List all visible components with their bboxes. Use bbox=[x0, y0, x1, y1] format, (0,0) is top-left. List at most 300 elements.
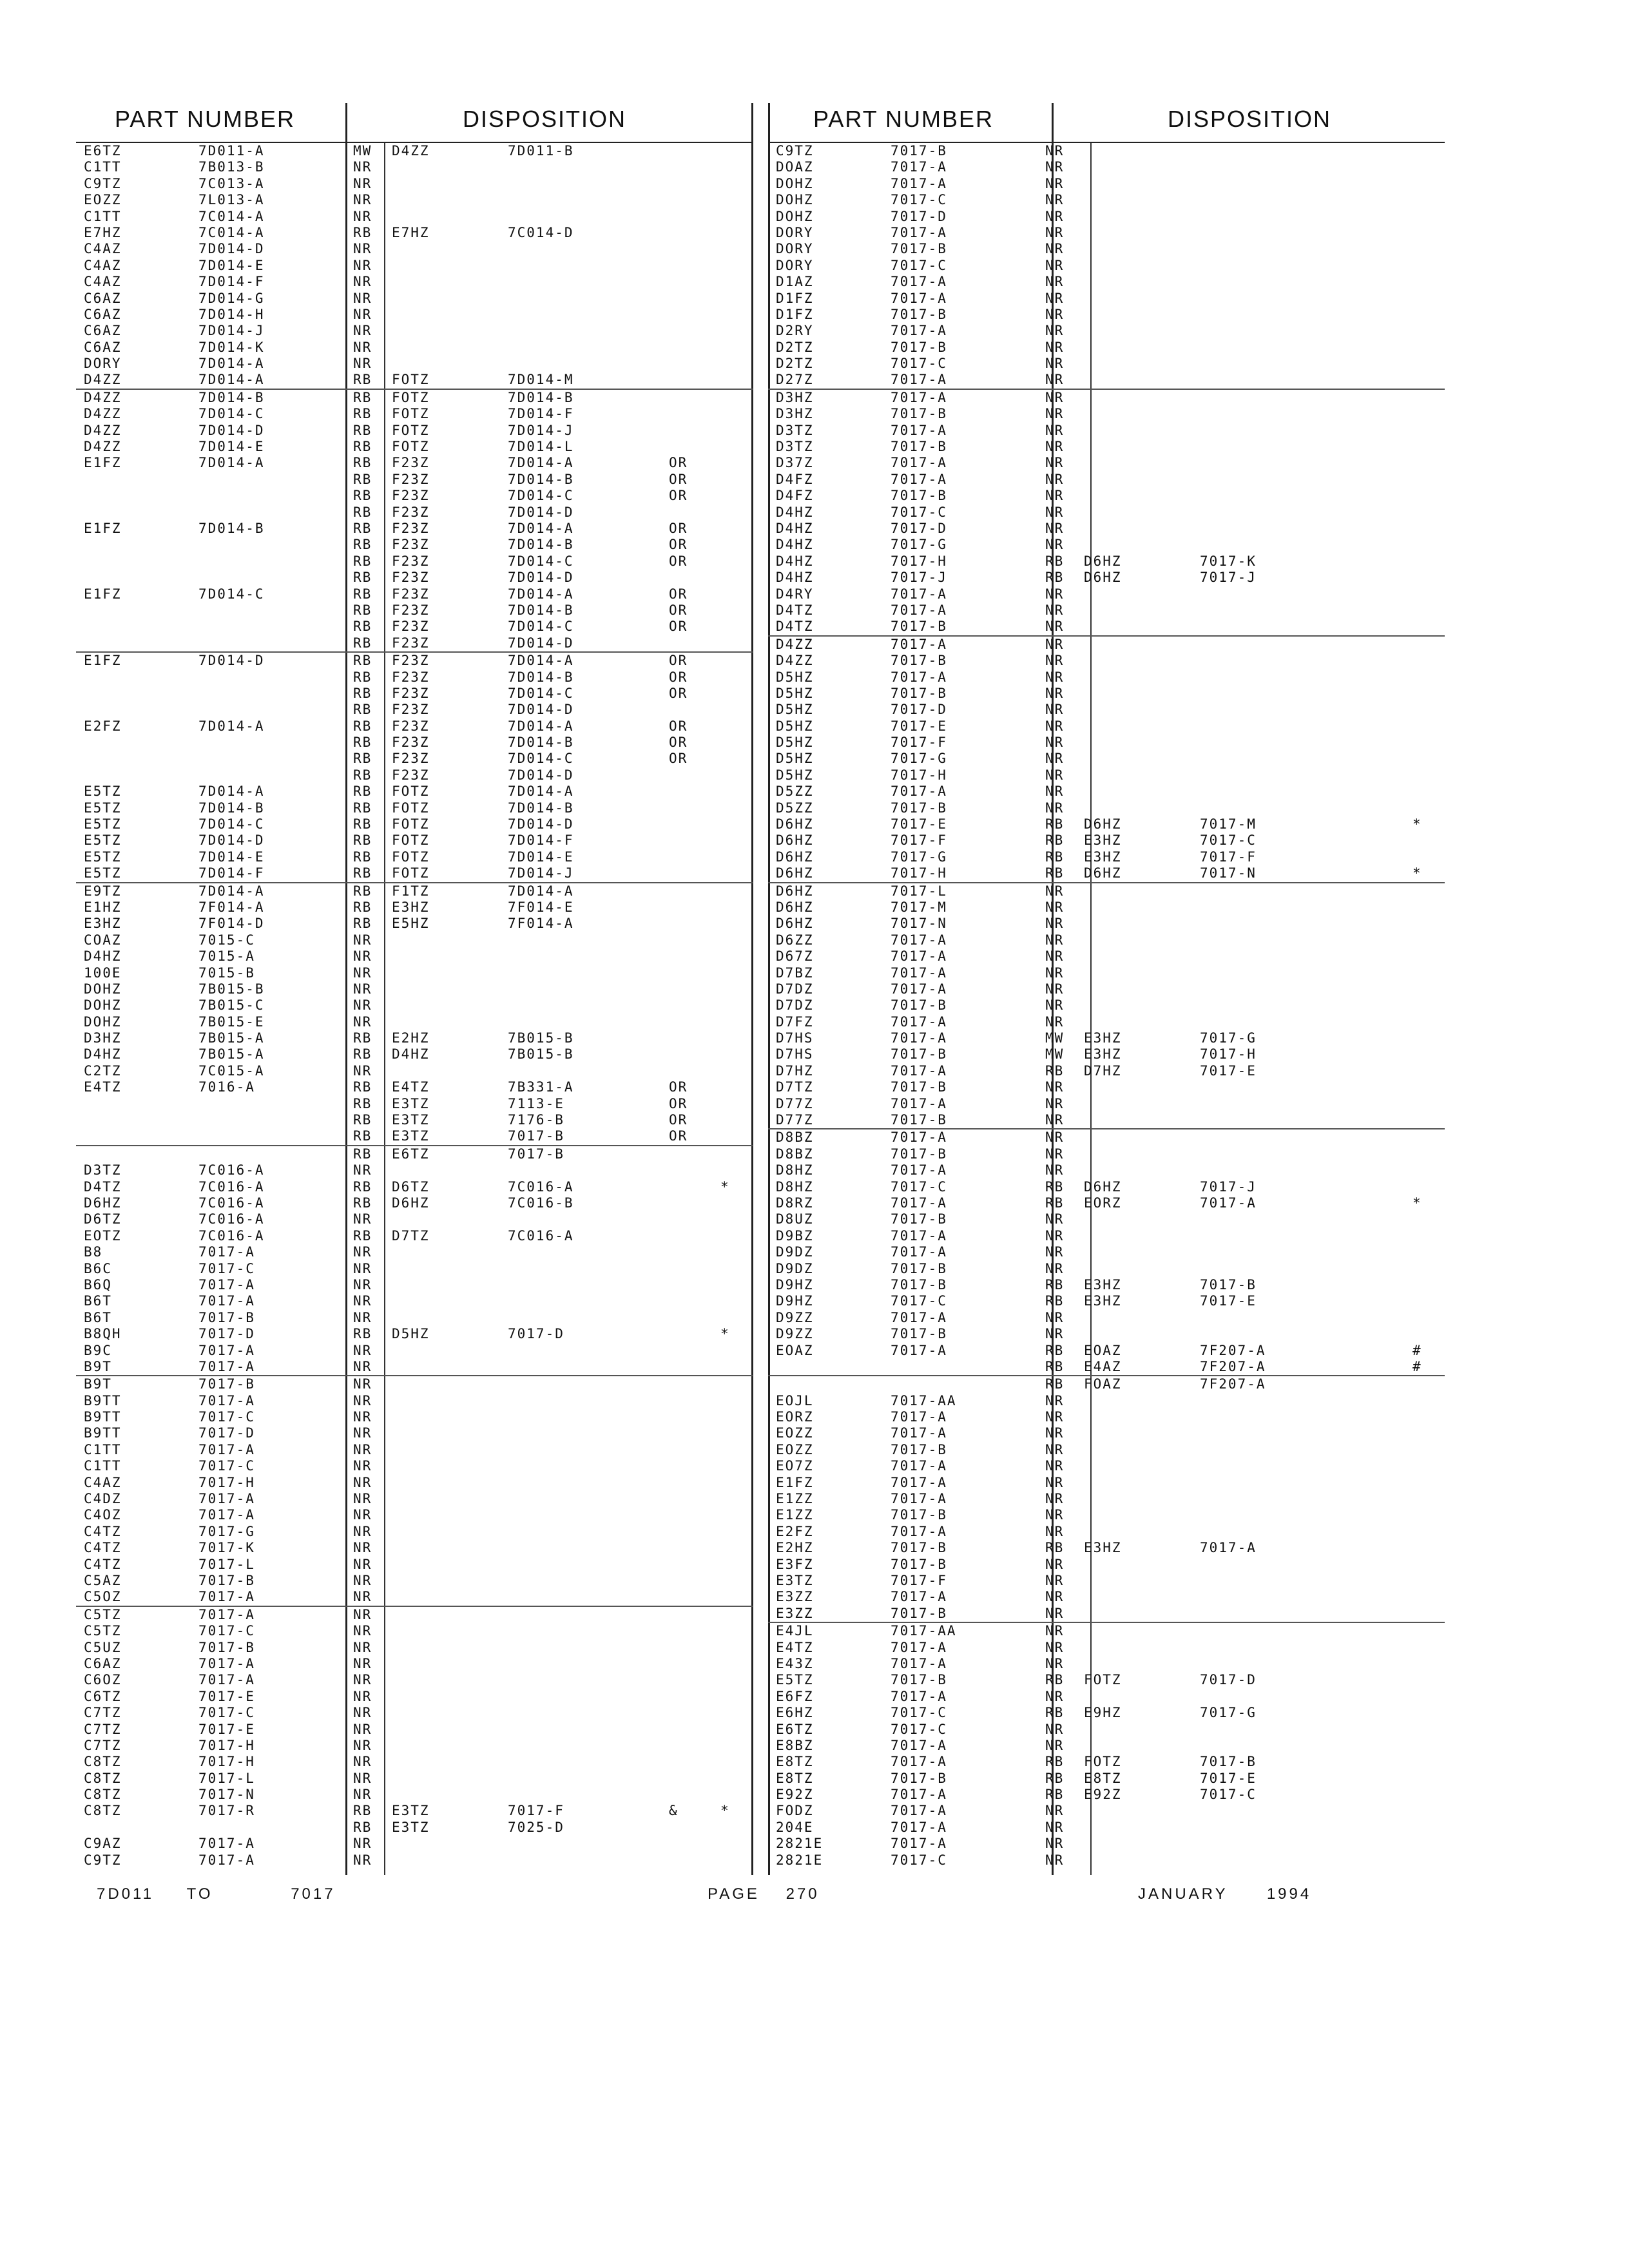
cell-new-prefix: FOTZ bbox=[392, 372, 430, 388]
cell-code: RB bbox=[353, 570, 372, 586]
cell-prefix: E4TZ bbox=[84, 1079, 122, 1095]
cell-prefix: DORY bbox=[776, 257, 814, 273]
cell-base: 7017-C bbox=[891, 1293, 947, 1309]
cell-new-base: 7D014-B bbox=[508, 537, 574, 553]
cell-base: 7017-A bbox=[891, 1162, 947, 1178]
cell-code: RB bbox=[1045, 849, 1065, 865]
cell-base: 7017-A bbox=[891, 1425, 947, 1441]
table-row bbox=[76, 1079, 753, 1095]
cell-new-base: 7D014-B bbox=[508, 735, 574, 751]
cell-new-prefix: E92Z bbox=[1084, 1787, 1122, 1803]
cell-code: NR bbox=[1045, 619, 1065, 635]
cell-base: 7017-L bbox=[198, 1770, 255, 1786]
cell-new-prefix: D4ZZ bbox=[392, 143, 430, 159]
cell-new-base: 7F207-A bbox=[1200, 1376, 1266, 1392]
cell-new-base: 7B015-B bbox=[508, 1046, 574, 1062]
cell-new-base: 7017-J bbox=[1200, 570, 1257, 586]
cell-base: 7C014-A bbox=[198, 224, 265, 240]
table-row bbox=[76, 1128, 753, 1146]
cell-base: 7C016-A bbox=[198, 1227, 265, 1244]
cell-new-prefix: FOTZ bbox=[392, 849, 430, 865]
cell-code: NR bbox=[1045, 800, 1065, 816]
cell-prefix: D6HZ bbox=[776, 816, 814, 832]
cell-base: 7L013-A bbox=[198, 192, 265, 208]
cell-new-base: 7D014-C bbox=[508, 488, 574, 504]
cell-base: 7017-A bbox=[891, 669, 947, 685]
table-row bbox=[768, 372, 1445, 389]
table-row bbox=[76, 1112, 753, 1128]
table-row bbox=[768, 1491, 1445, 1507]
table-row bbox=[768, 1689, 1445, 1705]
table-row bbox=[76, 472, 753, 488]
cell-prefix: E6FZ bbox=[776, 1688, 814, 1704]
cell-prefix: C1TT bbox=[84, 159, 122, 175]
table-row bbox=[768, 948, 1445, 965]
table-row bbox=[768, 423, 1445, 439]
cell-code: NR bbox=[1045, 636, 1065, 652]
cell-base: 7017-N bbox=[198, 1787, 255, 1803]
cell-code: NR bbox=[353, 1260, 372, 1276]
table-row bbox=[768, 488, 1445, 504]
cell-prefix: FODZ bbox=[776, 1803, 814, 1819]
footer-range-to: 7017 bbox=[291, 1885, 336, 1903]
cell-base: 7017-B bbox=[891, 1507, 947, 1523]
cell-code: RB bbox=[353, 800, 372, 816]
cell-prefix: E1FZ bbox=[84, 653, 122, 669]
table-row bbox=[76, 1261, 753, 1277]
cell-code: NR bbox=[353, 1507, 372, 1523]
cell-code: NR bbox=[1045, 1491, 1065, 1507]
cell-code: RB bbox=[1045, 816, 1065, 832]
cell-base: 7C015-A bbox=[198, 1062, 265, 1079]
cell-code: NR bbox=[353, 274, 372, 290]
cell-or-flag: & bbox=[669, 1803, 679, 1819]
cell-code: NR bbox=[353, 1342, 372, 1358]
cell-code: NR bbox=[1045, 471, 1065, 487]
cell-prefix: D5HZ bbox=[776, 767, 814, 783]
cell-prefix: D6HZ bbox=[776, 832, 814, 849]
table-row bbox=[76, 1738, 753, 1754]
cell-code: NR bbox=[353, 1787, 372, 1803]
table-row bbox=[768, 521, 1445, 537]
cell-or-flag: OR bbox=[669, 669, 688, 685]
left-header bbox=[76, 103, 753, 143]
cell-code: NR bbox=[353, 1062, 372, 1079]
cell-prefix: D4HZ bbox=[776, 504, 814, 520]
cell-base: 7017-A bbox=[891, 274, 947, 290]
cell-prefix: E2FZ bbox=[776, 1523, 814, 1539]
cell-prefix: B6C bbox=[84, 1260, 112, 1276]
cell-prefix: D5HZ bbox=[776, 718, 814, 734]
cell-base: 7017-C bbox=[198, 1458, 255, 1474]
cell-code: NR bbox=[1045, 1244, 1065, 1260]
table-row bbox=[768, 1787, 1445, 1803]
cell-code: RB bbox=[1045, 1195, 1065, 1211]
cell-code: NR bbox=[353, 1737, 372, 1753]
cell-code: RB bbox=[353, 471, 372, 487]
cell-base: 7017-A bbox=[891, 1014, 947, 1030]
cell-code: NR bbox=[353, 1672, 372, 1688]
cell-base: 7017-B bbox=[891, 1326, 947, 1342]
table-row bbox=[76, 323, 753, 339]
table-row bbox=[768, 718, 1445, 735]
table-row bbox=[76, 981, 753, 997]
table-row bbox=[76, 1672, 753, 1688]
table-row bbox=[768, 1293, 1445, 1309]
cell-prefix: EOZZ bbox=[776, 1425, 814, 1441]
cell-code: RB bbox=[1045, 865, 1065, 881]
cell-new-prefix: FOTZ bbox=[1084, 1672, 1122, 1688]
table-row bbox=[768, 1722, 1445, 1738]
cell-prefix: EOZZ bbox=[776, 1441, 814, 1457]
table-row bbox=[76, 1096, 753, 1112]
table-row bbox=[768, 1359, 1445, 1376]
table-row bbox=[76, 488, 753, 504]
cell-prefix: C9TZ bbox=[84, 1852, 122, 1868]
cell-code: NR bbox=[1045, 997, 1065, 1014]
cell-code: NR bbox=[353, 1836, 372, 1852]
table-row bbox=[76, 553, 753, 570]
cell-prefix: C6AZ bbox=[84, 323, 122, 339]
cell-code: RB bbox=[353, 883, 372, 899]
cell-code: RB bbox=[1045, 570, 1065, 586]
cell-base: 7017-C bbox=[891, 192, 947, 208]
cell-base: 7017-A bbox=[891, 1227, 947, 1244]
cell-prefix: E3ZZ bbox=[776, 1589, 814, 1605]
cell-prefix: C5TZ bbox=[84, 1623, 122, 1639]
cell-code: RB bbox=[353, 488, 372, 504]
cell-code: RB bbox=[353, 916, 372, 932]
cell-new-base: 7D014-B bbox=[508, 471, 574, 487]
cell-prefix: B9TT bbox=[84, 1409, 122, 1425]
cell-code: NR bbox=[353, 1162, 372, 1178]
cell-base: 7017-A bbox=[891, 290, 947, 306]
cell-base: 7017-K bbox=[198, 1540, 255, 1556]
table-row bbox=[76, 1524, 753, 1540]
cell-code: NR bbox=[1045, 1605, 1065, 1621]
table-row bbox=[76, 1442, 753, 1458]
cell-or-flag: OR bbox=[669, 537, 688, 553]
cell-prefix: D3HZ bbox=[84, 1030, 122, 1046]
table-row bbox=[768, 1063, 1445, 1079]
table-row bbox=[768, 883, 1445, 899]
cell-base: 7D014-D bbox=[198, 241, 265, 257]
cell-new-base: 7D014-C bbox=[508, 553, 574, 569]
cell-base: 7017-E bbox=[198, 1721, 255, 1737]
table-row bbox=[76, 1310, 753, 1326]
cell-code: RB bbox=[1045, 1540, 1065, 1556]
cell-prefix: D4HZ bbox=[776, 553, 814, 569]
table-row bbox=[768, 455, 1445, 471]
cell-or-flag: OR bbox=[669, 751, 688, 767]
cell-new-prefix: E2HZ bbox=[392, 1030, 430, 1046]
table-row bbox=[76, 143, 753, 159]
cell-prefix: D7DZ bbox=[776, 997, 814, 1014]
cell-code: NR bbox=[1045, 1441, 1065, 1457]
cell-prefix: D4RY bbox=[776, 586, 814, 602]
cell-or-flag: OR bbox=[669, 586, 688, 602]
table-row bbox=[768, 1507, 1445, 1523]
cell-base: 7017-H bbox=[891, 865, 947, 881]
table-row bbox=[76, 783, 753, 800]
cell-new-base: 7D014-J bbox=[508, 865, 574, 881]
cell-new-prefix: FOTZ bbox=[392, 783, 430, 800]
cell-code: NR bbox=[1045, 372, 1065, 388]
cell-new-prefix: D6HZ bbox=[1084, 865, 1122, 881]
cell-prefix: D8RZ bbox=[776, 1195, 814, 1211]
cell-prefix: E6TZ bbox=[776, 1721, 814, 1737]
table-row bbox=[76, 735, 753, 751]
cell-code: NR bbox=[353, 1770, 372, 1786]
cell-base: 7D014-A bbox=[198, 783, 265, 800]
footer-year: 1994 bbox=[1266, 1885, 1312, 1903]
table-row bbox=[76, 1507, 753, 1523]
cell-prefix: E3HZ bbox=[84, 916, 122, 932]
table-row bbox=[768, 1326, 1445, 1342]
cell-code: RB bbox=[353, 553, 372, 569]
table-row bbox=[768, 1096, 1445, 1112]
cell-code: NR bbox=[1045, 685, 1065, 701]
cell-prefix: E1FZ bbox=[84, 520, 122, 536]
cell-code: NR bbox=[1045, 290, 1065, 306]
cell-code: NR bbox=[353, 1639, 372, 1655]
cell-new-base: 7017-B bbox=[1200, 1276, 1257, 1293]
cell-prefix: D6HZ bbox=[776, 916, 814, 932]
cell-code: NR bbox=[353, 1606, 372, 1622]
cell-base: 7017-A bbox=[891, 1754, 947, 1770]
table-row bbox=[768, 307, 1445, 323]
cell-prefix: C6TZ bbox=[84, 1688, 122, 1704]
left-rows bbox=[76, 143, 753, 1869]
cell-code: NR bbox=[1045, 455, 1065, 471]
cell-new-base: 7D014-D bbox=[508, 816, 574, 832]
table-row bbox=[768, 849, 1445, 865]
table-row bbox=[76, 635, 753, 653]
cell-base: 7017-C bbox=[198, 1623, 255, 1639]
cell-new-prefix: D6HZ bbox=[1084, 570, 1122, 586]
cell-code: NR bbox=[1045, 1146, 1065, 1162]
cell-code: RB bbox=[1045, 1293, 1065, 1309]
cell-base: 7016-A bbox=[198, 1079, 255, 1095]
cell-base: 7017-C bbox=[198, 1705, 255, 1721]
cell-base: 7015-A bbox=[198, 948, 255, 965]
table-row bbox=[76, 800, 753, 816]
cell-code: RB bbox=[353, 372, 372, 388]
cell-prefix: D9HZ bbox=[776, 1293, 814, 1309]
cell-new-base: 7D014-A bbox=[508, 783, 574, 800]
cell-base: 7017-B bbox=[891, 1079, 947, 1095]
cell-base: 7D014-J bbox=[198, 323, 265, 339]
cell-base: 7017-A bbox=[198, 1441, 255, 1457]
cell-code: NR bbox=[353, 1293, 372, 1309]
cell-or-flag: OR bbox=[669, 685, 688, 701]
cell-code: NR bbox=[1045, 718, 1065, 734]
cell-base: 7017-B bbox=[891, 800, 947, 816]
cell-base: 7017-A bbox=[891, 1803, 947, 1819]
table-row bbox=[768, 916, 1445, 932]
table-row bbox=[76, 948, 753, 965]
cell-new-base: 7D014-F bbox=[508, 832, 574, 849]
cell-new-prefix: E3TZ bbox=[392, 1128, 430, 1144]
cell-base: 7017-A bbox=[891, 1474, 947, 1490]
cell-code: NR bbox=[353, 1556, 372, 1572]
cell-base: 7017-A bbox=[198, 1491, 255, 1507]
table-row bbox=[76, 1343, 753, 1359]
cell-code: RB bbox=[1045, 1770, 1065, 1786]
cell-code: NR bbox=[1045, 241, 1065, 257]
footer-page bbox=[708, 1885, 820, 1903]
cell-code: NR bbox=[1045, 439, 1065, 455]
cell-prefix: D3TZ bbox=[776, 422, 814, 438]
table-row bbox=[76, 1573, 753, 1589]
table-row bbox=[768, 1228, 1445, 1244]
cell-code: NR bbox=[353, 339, 372, 355]
cell-code: RB bbox=[353, 1195, 372, 1211]
cell-prefix: E5TZ bbox=[84, 816, 122, 832]
cell-base: 7017-G bbox=[198, 1523, 255, 1539]
cell-prefix: E43Z bbox=[776, 1655, 814, 1671]
cell-base: 7D014-G bbox=[198, 290, 265, 306]
cell-code: RB bbox=[353, 224, 372, 240]
table-row bbox=[768, 981, 1445, 997]
cell-code: NR bbox=[1045, 702, 1065, 718]
cell-code: NR bbox=[353, 290, 372, 306]
cell-new-base: 7D014-D bbox=[508, 702, 574, 718]
cell-code: NR bbox=[1045, 653, 1065, 669]
cell-prefix: D4ZZ bbox=[84, 389, 122, 405]
cell-base: 7017-A bbox=[891, 602, 947, 618]
cell-prefix: B6Q bbox=[84, 1276, 112, 1293]
table-row bbox=[768, 1162, 1445, 1178]
cell-code: RB bbox=[1045, 832, 1065, 849]
cell-prefix: E5TZ bbox=[84, 832, 122, 849]
cell-base: 7017-A bbox=[198, 1852, 255, 1868]
table-row bbox=[76, 455, 753, 471]
cell-base: 7017-A bbox=[891, 422, 947, 438]
cell-base: 7017-B bbox=[891, 1672, 947, 1688]
cell-new-base: 7017-A bbox=[1200, 1540, 1257, 1556]
cell-code: RB bbox=[353, 783, 372, 800]
cell-new-prefix: F1TZ bbox=[392, 883, 430, 899]
cell-new-prefix: FOTZ bbox=[392, 389, 430, 405]
cell-base: 7017-A bbox=[891, 1639, 947, 1655]
cell-prefix: B9T bbox=[84, 1376, 112, 1392]
cell-prefix: C5UZ bbox=[84, 1639, 122, 1655]
cell-prefix: D6ZZ bbox=[776, 932, 814, 948]
cell-new-base: 7B015-B bbox=[508, 1030, 574, 1046]
cell-prefix: EORZ bbox=[776, 1409, 814, 1425]
table-row bbox=[768, 783, 1445, 800]
table-row bbox=[768, 1656, 1445, 1672]
table-row bbox=[768, 965, 1445, 981]
left-table bbox=[76, 103, 753, 1875]
cell-base: 7017-A bbox=[198, 1244, 255, 1260]
cell-prefix: C6AZ bbox=[84, 339, 122, 355]
cell-code: NR bbox=[1045, 1079, 1065, 1095]
cell-code: NR bbox=[353, 1358, 372, 1374]
cell-base: 7017-A bbox=[891, 1309, 947, 1325]
table-row bbox=[768, 1573, 1445, 1589]
table-row bbox=[768, 192, 1445, 208]
cell-code: NR bbox=[1045, 422, 1065, 438]
cell-code: NR bbox=[1045, 767, 1065, 783]
cell-new-base: 7017-C bbox=[1200, 832, 1257, 849]
cell-new-prefix: E4TZ bbox=[392, 1079, 430, 1095]
table-row bbox=[76, 1326, 753, 1342]
cell-code: RB bbox=[353, 718, 372, 734]
cell-base: 7017-C bbox=[891, 1705, 947, 1721]
cell-code: NR bbox=[1045, 504, 1065, 520]
table-row bbox=[768, 1623, 1445, 1639]
cell-prefix: EOZZ bbox=[84, 192, 122, 208]
cell-code: RB bbox=[353, 832, 372, 849]
table-row bbox=[76, 1244, 753, 1260]
table-row bbox=[76, 1195, 753, 1211]
cell-code: NR bbox=[1045, 1803, 1065, 1819]
cell-new-base: 7D014-J bbox=[508, 422, 574, 438]
cell-prefix: D4FZ bbox=[776, 471, 814, 487]
cell-prefix: D4TZ bbox=[776, 602, 814, 618]
right-rows bbox=[768, 143, 1445, 1869]
cell-code: NR bbox=[353, 323, 372, 339]
cell-new-base: 7D014-E bbox=[508, 849, 574, 865]
cell-base: 7017-B bbox=[891, 1540, 947, 1556]
cell-or-flag: OR bbox=[669, 653, 688, 669]
cell-prefix: C4OZ bbox=[84, 1507, 122, 1523]
cell-code: NR bbox=[353, 208, 372, 224]
cell-note: # bbox=[1412, 1342, 1422, 1358]
table-row bbox=[768, 1261, 1445, 1277]
cell-prefix: D4TZ bbox=[776, 619, 814, 635]
table-row bbox=[768, 586, 1445, 602]
cell-code: NR bbox=[1045, 1836, 1065, 1852]
cell-code: NR bbox=[1045, 1227, 1065, 1244]
cell-base: 7D014-F bbox=[198, 865, 265, 881]
table-row bbox=[768, 602, 1445, 619]
cell-code: NR bbox=[353, 306, 372, 322]
disposition-header: DISPOSITION bbox=[1168, 106, 1332, 132]
table-row bbox=[76, 521, 753, 537]
table-row bbox=[768, 340, 1445, 356]
cell-base: 7017-A bbox=[891, 783, 947, 800]
cell-prefix: C4AZ bbox=[84, 241, 122, 257]
table-row bbox=[76, 669, 753, 686]
cell-base: 7017-B bbox=[198, 1639, 255, 1655]
table-row bbox=[768, 669, 1445, 686]
cell-new-prefix: FOTZ bbox=[392, 800, 430, 816]
table-row bbox=[76, 602, 753, 619]
cell-or-flag: OR bbox=[669, 553, 688, 569]
cell-base: 7D014-E bbox=[198, 849, 265, 865]
cell-code: RB bbox=[353, 520, 372, 536]
cell-new-prefix: F23Z bbox=[392, 537, 430, 553]
cell-new-base: 7F014-E bbox=[508, 899, 574, 915]
table-row bbox=[768, 1540, 1445, 1556]
cell-base: 7017-B bbox=[891, 1605, 947, 1621]
table-row bbox=[76, 1425, 753, 1441]
cell-prefix: D7HZ bbox=[776, 1062, 814, 1079]
cell-prefix: D4FZ bbox=[776, 488, 814, 504]
cell-base: 7017-A bbox=[198, 1358, 255, 1374]
cell-new-prefix: E8TZ bbox=[1084, 1770, 1122, 1786]
cell-code: RB bbox=[1045, 1376, 1065, 1392]
cell-prefix: C1TT bbox=[84, 208, 122, 224]
table-row bbox=[768, 1376, 1445, 1392]
table-row bbox=[768, 472, 1445, 488]
cell-prefix: B9TT bbox=[84, 1425, 122, 1441]
cell-base: 7017-D bbox=[891, 208, 947, 224]
cell-code: RB bbox=[1045, 1754, 1065, 1770]
